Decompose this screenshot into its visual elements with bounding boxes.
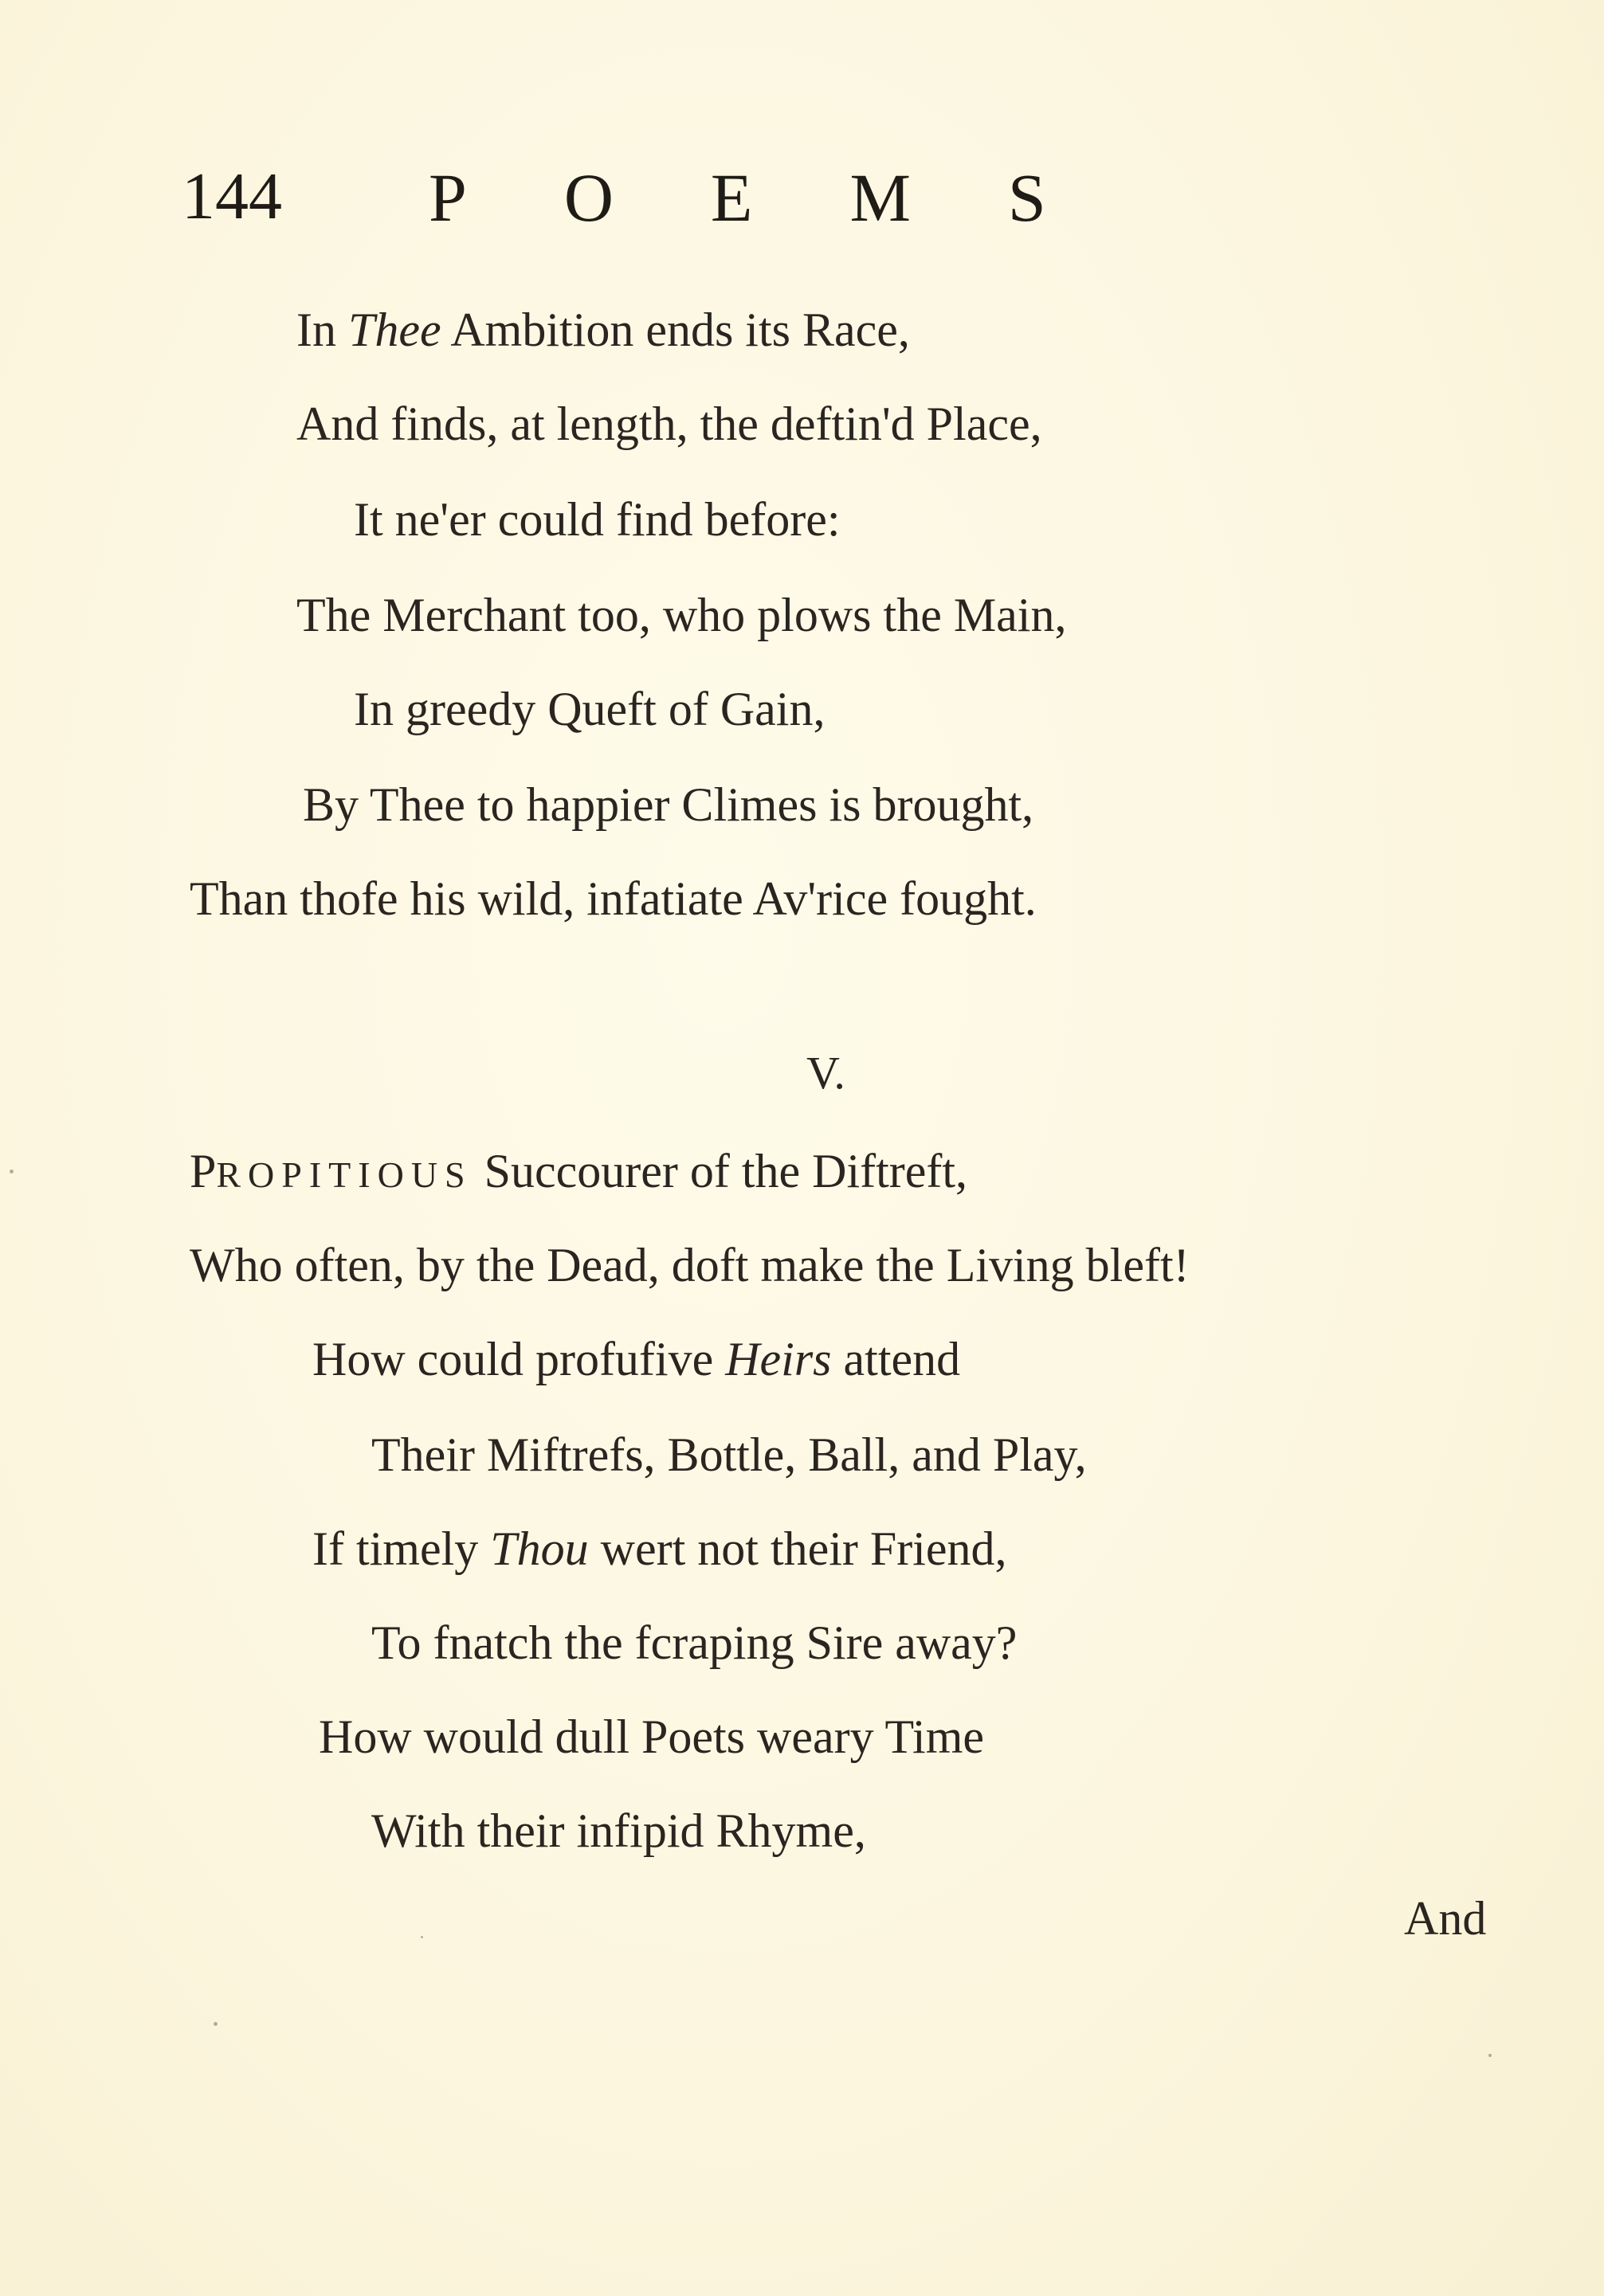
verse-line: And finds, at length, the deftin'd Place, — [296, 398, 1042, 450]
paper-speck — [1488, 2054, 1492, 2057]
verse-line: Than thofe his wild, infatiate Av'rice fought. — [190, 872, 1037, 925]
verse-line: In greedy Queft of Gain, — [354, 683, 826, 735]
stanza-number: V. — [806, 1047, 845, 1099]
paper-speck — [10, 1170, 14, 1173]
verse-line: In Thee Ambition ends its Race, — [296, 304, 910, 356]
page-header — [0, 0, 1604, 263]
verse-line: To fnatch the fcraping Sire away? — [371, 1616, 1018, 1669]
catchword: And — [1404, 1892, 1487, 1945]
verse-line: It ne'er could find before: — [354, 493, 841, 546]
verse-line: Their Miftrefs, Bottle, Ball, and Play, — [371, 1428, 1087, 1481]
verse-line: Who often, by the Dead, doft make the Living bleft! — [190, 1239, 1190, 1291]
verse-line: If timely Thou wert not their Friend, — [312, 1522, 1007, 1575]
verse-line: The Merchant too, who plows the Main, — [296, 589, 1067, 641]
running-title: POEMS — [429, 159, 1143, 236]
verse-line: By Thee to happier Climes is brought, — [303, 778, 1034, 831]
paper-speck — [421, 1936, 423, 1938]
verse-line: How would dull Poets weary Time — [319, 1710, 985, 1763]
paper-speck — [214, 2022, 218, 2026]
page-number: 144 — [182, 159, 282, 233]
verse-line: With their infipid Rhyme, — [371, 1804, 866, 1857]
verse-line: How could profufive Heirs attend — [312, 1333, 961, 1385]
verse-line-first: PROPITIOUS Succourer of the Diftreft, — [190, 1145, 968, 1197]
